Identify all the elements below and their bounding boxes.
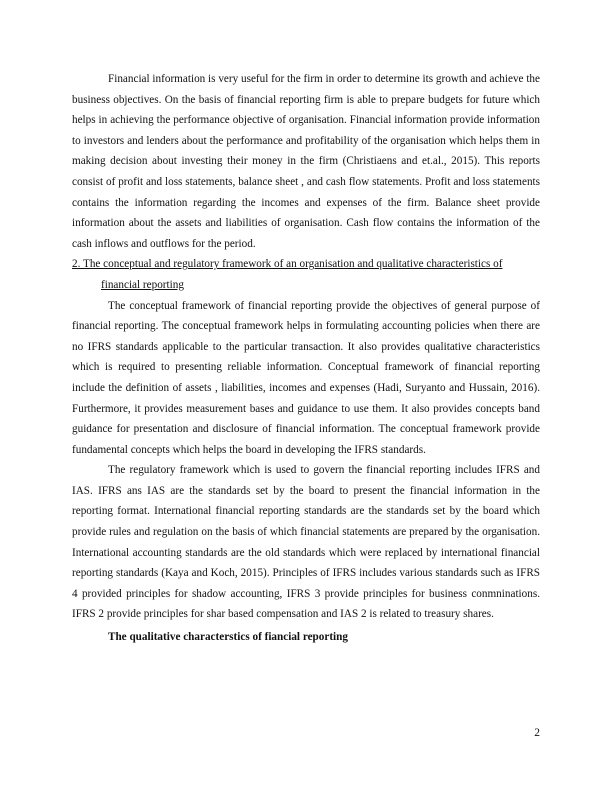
page-content	[72, 69, 540, 648]
subheading-qualitative-characteristics: The qualitative characterstics of fiancial reporting	[108, 631, 348, 644]
section-heading: 2. The conceptual and regulatory framework of an organisation and qualitative characteristics of financial reporting	[72, 258, 503, 291]
paragraph-financial-information: Financial information is very useful for the firm in order to determine its growth and achieve the business objectives. On the basis of financial reporting firm is able to prepare budgets for future which helps in achieving the performance objective of organisation. Financial information provide information to investors and lenders about the performance and profitability of the organisation which helps them in making decision about investing their money in the firm (Christiaens and et.al., 2015). This reports consist of profit and loss statements, balance sheet , and cash flow statements. Profit and loss statements contains the information regarding the incomes and expenses of the firm. Balance sheet provide information about the assets and liabilities of organisation. Cash flow contains the information of the cash inflows and outflows for the period.	[72, 73, 540, 250]
paragraph-conceptual-framework: The conceptual framework of financial reporting provide the objectives of general purpose of financial reporting. The conceptual framework helps in formulating accounting policies when there are no IFRS standards applicable to the particular transaction. It also provides qualitative characteristics which is required to presenting reliable information. Conceptual framework of financial reporting include the definition of assets , liabilities, incomes and expenses (Hadi, Suryanto and Hussain, 2016). Furthermore, it provides measurement bases and guidance to use them. It also provides concepts band guidance for presentation and disclosure of financial information. The conceptual framework provide fundamental concepts which helps the board in developing the IFRS standards.	[72, 299, 540, 456]
page-number: 2	[534, 727, 540, 739]
paragraph-regulatory-framework: The regulatory framework which is used to govern the financial reporting includes IFRS and IAS. IFRS ans IAS are the standards set by the board to present the financial information in the reporting format. International financial reporting standards are the standards set by the board which provide rules and regulation on the basis of which financial statements are prepared by the organisation. International accounting standards are the old standards which were replaced by international financial reporting standards (Kaya and Koch, 2015). Principles of IFRS includes various standards such as IFRS 4 provided principles for shadow accounting, IFRS 3 provide principles for business conmninations. IFRS 2 provide principles for shar based compensation and IAS 2 is related to treasury shares.	[72, 464, 540, 621]
